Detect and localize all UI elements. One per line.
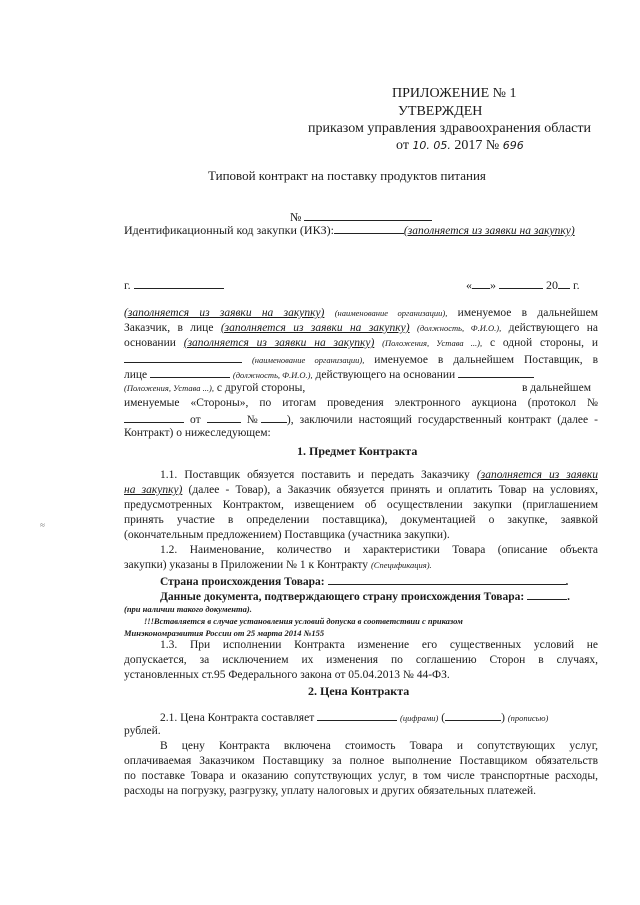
clause-1-1-text: 1.1. Поставщик обязуется поставить и передать Заказчику (160, 469, 470, 481)
preamble-text-2b: действующего на (508, 322, 599, 334)
preamble-text-8a: от (190, 414, 201, 426)
ikz-fill: (заполняется из заявки на закупку) (403, 225, 575, 237)
clause-2-1-line-2: рублей. (124, 725, 161, 737)
price-digits-note: (цифрами) (399, 713, 439, 723)
number-sign: № (290, 210, 302, 224)
protocol-no-blank (261, 411, 287, 423)
year-prefix: 20 (546, 278, 558, 292)
preamble-note-2: (должность, Ф.И.О.), (417, 323, 502, 333)
preamble-note-1: (наименование организации), (334, 308, 448, 318)
scan-mark: ≈ (40, 520, 45, 530)
quote-open: « (466, 278, 472, 292)
supplier-basis-blank (458, 366, 534, 378)
preamble-note-6: (Положения, Устава ...), (124, 383, 215, 393)
clause-1-3-line-3: установленных ст.95 Федерального закона от 05.04.2013 № 44-ФЗ. (124, 669, 450, 681)
year-suffix: г. (573, 278, 580, 292)
clause-1-2-text: закупки) указаны в Приложении № 1 к Контракту (124, 559, 369, 571)
preamble-note-5: (должность, Ф.И.О.), (232, 370, 313, 380)
month-blank (499, 277, 543, 289)
ikz-label: Идентификационный код закупки (ИКЗ): (124, 223, 334, 237)
clause-1-3-line-2: допускается, за исключением их изменения по соглашению Сторон в случаях, (124, 654, 598, 666)
city-blank (134, 277, 224, 289)
year-and-number: 2017 № (454, 138, 500, 153)
clause-1-1-fill-2: на закупку) (124, 484, 183, 496)
preamble-note-4: (наименование организации), (251, 355, 365, 365)
protocol-number-blank (124, 411, 184, 423)
ikz-line (124, 222, 575, 238)
section-2-heading: 2. Цена Контракта (308, 684, 410, 698)
appendix-label: ПРИЛОЖЕНИЕ № 1 (392, 86, 517, 101)
preamble-text-3a: основании (124, 337, 176, 349)
clause-1-2-note: (Спецификация). (370, 560, 432, 570)
contract-number-blank (304, 209, 432, 221)
preamble-line-2 (124, 321, 598, 336)
origin-document-note: (при наличии такого документа). (124, 604, 252, 614)
origin-document-label: Данные документа, подтверждающего страну происхождения Товара: (160, 591, 525, 603)
quote-close: » (490, 278, 496, 292)
section-1-heading: 1. Предмет Контракта (297, 444, 418, 458)
price-words-note: (прописью) (507, 713, 549, 723)
preamble-fill-3: (заполняется из заявки на закупку) (183, 337, 375, 349)
handwritten-number: 696 (502, 139, 524, 152)
preamble-text-8b: № (246, 414, 261, 426)
handwritten-date: 10. 05. (412, 139, 451, 152)
origin-line: Страна происхождения Товара: . (160, 573, 568, 590)
origin-label: Страна происхождения Товара: (160, 576, 325, 588)
price-para-line-3: по поставке Товара и оказанию сопутствующих услуг, в том числе транспортные расходы, (124, 770, 598, 782)
clause-1-1-text-2: (далее - Товар), а Заказчик обязуется принять и оплатить Товар на условиях, (188, 484, 599, 496)
order-text: приказом управления здравоохранения области (308, 121, 592, 136)
origin-blank (328, 573, 566, 585)
clause-1-1-line-1 (160, 468, 598, 483)
price-digits-blank (317, 709, 397, 721)
price-para-line-4: расходы на погрузку, разгрузку, уплату налоговых и других обязательных платежей. (124, 785, 537, 797)
date-line (466, 277, 580, 293)
clause-2-1-text: 2.1. Цена Контракта составляет (160, 712, 315, 724)
preamble-text-4: именуемое в дальнейшем Поставщик, в (374, 354, 598, 366)
preamble-text-5b: действующего на основании (315, 369, 456, 381)
preamble-line-6 (124, 381, 305, 396)
ikz-blank (334, 222, 404, 234)
preamble-line-3 (124, 336, 598, 351)
price-para-line-1: В цену Контракта включена стоимость Товара и сопутствующих услуг, (160, 740, 598, 752)
preamble-line-6-right: в дальнейшем (522, 382, 591, 394)
preamble-line-7: именуемые «Стороны», по итогам проведения электронного аукциона (протокол № (124, 397, 598, 409)
year-blank (558, 277, 570, 289)
preamble-text-1: именуемое в дальнейшем (457, 307, 599, 319)
preamble-text-3b: с одной стороны, и (489, 337, 599, 349)
origin-document-line: Данные документа, подтверждающего страну происхождения Товара: . (160, 588, 570, 605)
supplier-person-blank (150, 366, 230, 378)
insert-note-2: Минэкономразвития России от 25 марта 2014 №155 (124, 628, 325, 638)
preamble-text-2a: Заказчик, в лице (124, 322, 214, 334)
clause-1-1-fill: (заполняется из заявки (476, 469, 598, 481)
date-prefix: от (396, 138, 409, 153)
clause-1-1-line-5: (окончательным предложением) Поставщика (участника закупки). (124, 529, 450, 541)
clause-1-2-line-1: 1.2. Наименование, количество и характеристики Товара (описание объекта (160, 544, 598, 556)
price-words-blank (445, 709, 501, 721)
document-title: Типовой контракт на поставку продуктов питания (208, 168, 486, 183)
preamble-fill-2: (заполняется из заявки на закупку) (220, 322, 410, 334)
preamble-note-3: (Положения, Устава ...), (382, 338, 483, 348)
preamble-text-6: с другой стороны, (216, 382, 306, 394)
city-line (124, 277, 224, 293)
preamble-text-5a: лице (124, 369, 148, 381)
clause-1-1-line-4: принять участие в определении поставщика), документацией о закупке, заявкой (124, 514, 598, 526)
preamble-fill-1: (заполняется из заявки на закупку) (124, 307, 325, 319)
origin-document-blank (527, 588, 567, 600)
clause-2-1-line-1: 2.1. Цена Контракта составляет (цифрами) ( ) (прописью) (160, 709, 548, 726)
day-blank (472, 277, 490, 289)
price-para-line-2: оплачиваемая Заказчиком Поставщику за полное выполнение Поставщиком обязательств (124, 755, 598, 767)
approved-label: УТВЕРЖДЕН (398, 104, 483, 119)
clause-1-3-line-1: 1.3. При исполнении Контракта изменение его существенных условий не (160, 639, 598, 651)
insert-note-1: !!!Вставляется в случае установления условий допуска в соответствии с приказом (144, 616, 463, 626)
clause-1-1-line-3: предусмотренных Контрактом, извещением об осуществлении закупки (приглашением (124, 499, 598, 511)
clause-1-2-line-2 (124, 558, 432, 573)
preamble-line-9: Контракт) о нижеследующем: (124, 427, 271, 439)
preamble-line-1 (124, 306, 598, 321)
protocol-date-blank (207, 411, 241, 423)
supplier-org-blank (124, 351, 242, 363)
clause-1-1-line-2 (124, 483, 598, 498)
preamble-text-8c: ), заключили настоящий государственный контракт (далее - (286, 414, 599, 426)
city-label: г. (124, 278, 131, 292)
order-date-line (396, 138, 524, 154)
